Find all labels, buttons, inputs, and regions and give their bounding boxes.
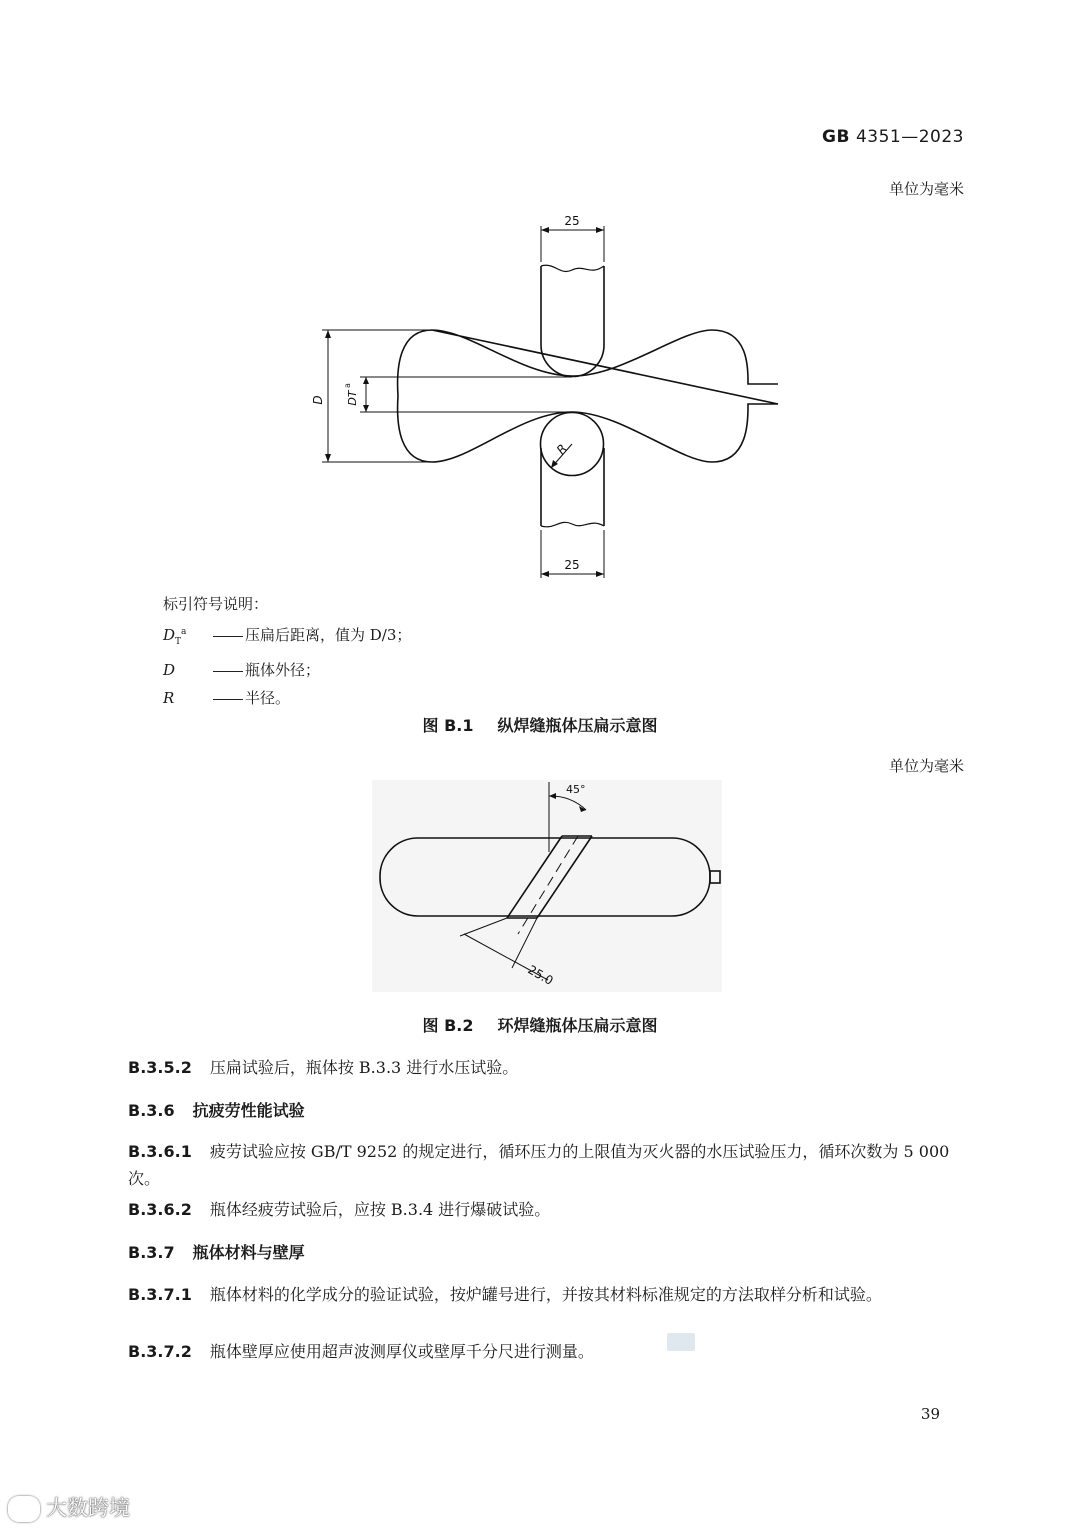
clause-number: B.3.7.2 [128, 1342, 192, 1361]
clause-b352 [128, 1054, 968, 1081]
clause-text: 瓶体经疲劳试验后，应按 B.3.4 进行爆破试验。 [209, 1200, 551, 1219]
clause-number: B.3.7.1 [128, 1285, 192, 1304]
watermark [8, 1492, 130, 1522]
label-D: D [311, 395, 325, 405]
legend-desc: 压扁后距离，值为 D/3； [245, 626, 412, 644]
legend-symbol: $D_T^a$ [163, 626, 187, 647]
clause-b362 [128, 1196, 968, 1223]
figure-b2-caption [0, 1013, 1080, 1036]
top-indenter-break [541, 265, 604, 271]
dim-25-label: 25.0 [525, 962, 556, 988]
clause-b371 [128, 1281, 968, 1308]
page-number: 39 [920, 1405, 940, 1423]
heading-number: B.3.6 [128, 1101, 175, 1120]
caption-number: 图 B.1 [422, 716, 474, 735]
stamp-logo-icon [667, 1333, 695, 1351]
label-DT-sup: a [343, 383, 352, 388]
angle-label: 45° [566, 783, 586, 796]
heading-b36 [128, 1097, 968, 1124]
legend-item-d [163, 656, 411, 684]
legend-desc: 半径。 [245, 689, 291, 707]
unit-note-fig1: 单位为毫米 [888, 180, 964, 198]
legend-symbol: R [163, 689, 175, 707]
clause-number: B.3.6.2 [128, 1200, 192, 1219]
dim-top-label: 25 [564, 214, 580, 228]
label-DT: DT [346, 390, 359, 406]
figure-b1-legend [163, 590, 411, 712]
bottom-indenter [541, 448, 604, 526]
caption-number: 图 B.2 [422, 1016, 474, 1035]
standard-number [822, 127, 964, 147]
heading-b37 [128, 1239, 968, 1266]
watermark-text: 大数跨境 [46, 1496, 130, 1520]
figure-b1-caption [0, 713, 1080, 736]
clause-b372 [128, 1338, 968, 1365]
standard-prefix: GB [822, 127, 850, 147]
heading-text: 抗疲劳性能试验 [192, 1101, 305, 1120]
legend-desc: 瓶体外径； [245, 661, 321, 679]
figure-b1-diagram [0, 200, 1080, 590]
clause-text: 疲劳试验应按 GB/T 9252 的规定进行，循环压力的上限值为灭火器的水压试验压力，循环次数为 5 000 次。 [128, 1142, 950, 1188]
legend-symbol: D [163, 661, 176, 679]
clause-text: 瓶体壁厚应使用超声波测厚仪或壁厚千分尺进行测量。 [209, 1342, 594, 1361]
caption-text: 纵焊缝瓶体压扁示意图 [497, 716, 658, 735]
watermark-logo-icon [8, 1496, 40, 1522]
bottom-indenter-break [541, 522, 604, 527]
legend-item-dt [163, 618, 411, 656]
dim-bottom-label: 25 [564, 558, 580, 572]
clause-b361 [128, 1138, 968, 1192]
heading-text: 瓶体材料与壁厚 [192, 1243, 305, 1262]
clause-text: 瓶体材料的化学成分的验证试验，按炉罐号进行，并按其材料标准规定的方法取样分析和试验。 [209, 1285, 882, 1304]
standard-code: 4351—2023 [855, 127, 964, 147]
caption-text: 环焊缝瓶体压扁示意图 [497, 1016, 658, 1035]
clause-number: B.3.5.2 [128, 1058, 192, 1077]
label-R: R [553, 441, 570, 458]
unit-note-fig2: 单位为毫米 [888, 757, 964, 775]
figure-b2-diagram [0, 776, 1080, 996]
clause-number: B.3.6.1 [128, 1142, 192, 1161]
flattened-cylinder-outline [398, 330, 778, 462]
legend-item-r [163, 684, 411, 712]
clause-text: 压扁试验后，瓶体按 B.3.3 进行水压试验。 [209, 1058, 519, 1077]
heading-number: B.3.7 [128, 1243, 175, 1262]
legend-title: 标引符号说明： [163, 595, 269, 613]
